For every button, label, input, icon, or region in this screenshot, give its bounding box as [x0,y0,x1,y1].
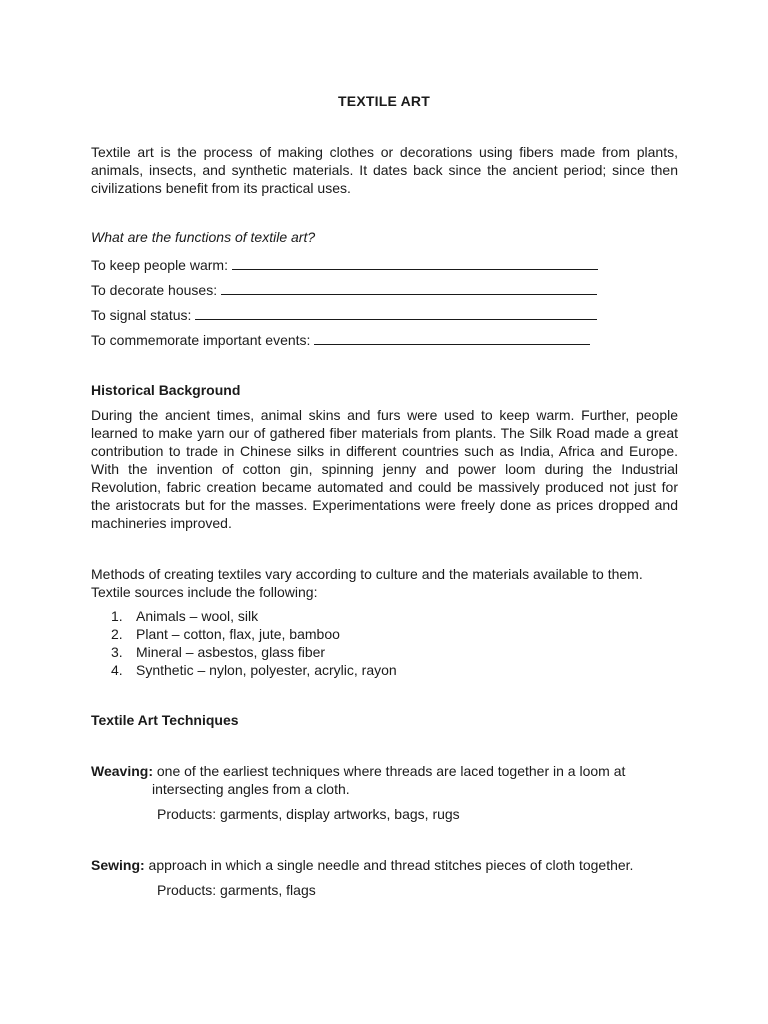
sewing-entry [91,856,691,874]
weaving-description: one of the earliest techniques where threads are laced together in a loom at [152,763,626,779]
historical-paragraph: During the ancient times, animal skins and furs were used to keep warm. Further, people learned to make yarn our of gathered fiber materials from plants. The Silk Road made a great contribution to trade in Chinese silks in different countries such as India, Africa and Europe. With the invention of cotton gin, spinning jenny and power loom during the Industrial Revolution, fabric creation became automated and could be massively produced not just for the aristocrats but for the masses. Experimentations were freely done as prices dropped and machineries improved. [91,407,678,531]
weaving-products: Products: garments, display artworks, bags, rugs [157,806,460,822]
answer-blank[interactable] [232,256,598,270]
answer-blank[interactable] [314,331,590,345]
answer-blank[interactable] [195,306,597,320]
answer-blank[interactable] [221,281,597,295]
list-item: 3. Mineral – asbestos, glass fiber [111,644,326,660]
sewing-products: Products: garments, flags [157,882,316,898]
list-item: 2. Plant – cotton, flax, jute, bamboo [111,626,340,642]
weaving-description-cont: intersecting angles from a cloth. [152,781,350,797]
function-label: To decorate houses: [91,282,218,298]
intro-paragraph: Textile art is the process of making clothes or decorations using fibers made from plants, animals, insects, and synthetic materials. It dates back since the ancient period; since then civilizations benefit from its practical uses. [91,144,678,196]
list-item: 4. Synthetic – nylon, polyester, acrylic, rayon [111,662,397,678]
function-row-status [91,306,597,323]
sewing-description: approach in which a single needle and thread stitches pieces of cloth together. [144,857,634,873]
function-label: To signal status: [91,307,192,323]
function-label: To commemorate important events: [91,332,311,348]
methods-paragraph: Methods of creating textiles vary according to culture and the materials available to them. Textile sources include the following: [91,566,643,600]
sewing-term: Sewing: [91,857,145,873]
list-item: 1. Animals – wool, silk [111,608,259,624]
sources-list [111,607,397,679]
techniques-heading: Textile Art Techniques [91,712,239,728]
weaving-term: Weaving: [91,763,153,779]
weaving-entry [91,762,691,798]
function-label: To keep people warm: [91,257,228,273]
function-row-warm [91,256,598,273]
functions-question: What are the functions of textile art? [91,229,316,245]
function-row-commemorate [91,331,590,348]
function-row-decorate [91,281,597,298]
page-title: TEXTILE ART [338,93,430,109]
historical-heading: Historical Background [91,382,241,398]
